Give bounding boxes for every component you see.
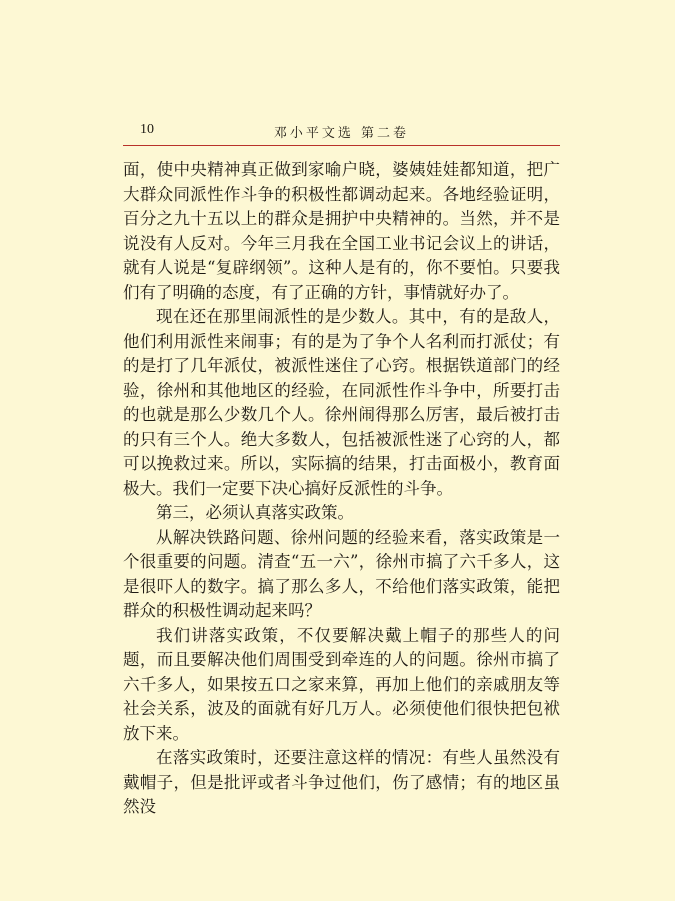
page-number: 10	[140, 122, 154, 137]
paragraph: 现在还在那里闹派性的是少数人。其中，有的是敌人，他们利用派性来闹事；有的是为了争个人名利而打派仗；有的是打了几年派仗，被派性迷住了心窍。根据铁道部门的经验，徐州和其他地区的经验，在同派性作斗争中，所要打击的也就是那么少数几个人。徐州闹得那么厉害，最后被打击的只有三个人。绝大多数人，包括被派性迷了心窍的人，都可以挽救过来。所以，实际搞的结果，打击面极小，教育面极大。我们一定要下决心搞好反派性的斗争。	[123, 307, 560, 498]
header-rule	[123, 145, 560, 146]
paragraph: 我们讲落实政策，不仅要解决戴上帽子的那些人的问题，而且要解决他们周围受到牵连的人的问题。徐州市搞了六千多人，如果按五口之家来算，再加上他们的亲戚朋友等社会关系，波及的面就有好几万人。必须使他们很快把包袱放下来。	[123, 625, 560, 743]
section-heading: 第三，必须认真落实政策。	[156, 503, 354, 522]
running-title: 邓小平文选 第二卷	[273, 126, 410, 141]
paragraph: 面，使中央精神真正做到家喻户晓，婆姨娃娃都知道，把广大群众同派性作斗争的积极性都调动起来。各地经验证明，百分之九十五以上的群众是拥护中央精神的。当然，并不是说没有人反对。今年三月我在全国工业书记会议上的讲话，就有人说是“复辟纲领”。这种人是有的，你不要怕。只要我们有了明确的态度，有了正确的方针，事情就好办了。	[123, 160, 560, 302]
paragraph: 从解决铁路问题、徐州问题的经验来看，落实政策是一个很重要的问题。清查“五一六”，徐州市搞了六千多人，这是很吓人的数字。搞了那么多人，不给他们落实政策，能把群众的积极性调动起来吗？	[123, 527, 560, 620]
paragraph: 在落实政策时，还要注意这样的情况：有些人虽然没有戴帽子，但是批评或者斗争过他们，伤了感情；有的地区虽然没	[123, 748, 560, 816]
page-header	[123, 120, 560, 140]
body-text	[123, 158, 560, 820]
